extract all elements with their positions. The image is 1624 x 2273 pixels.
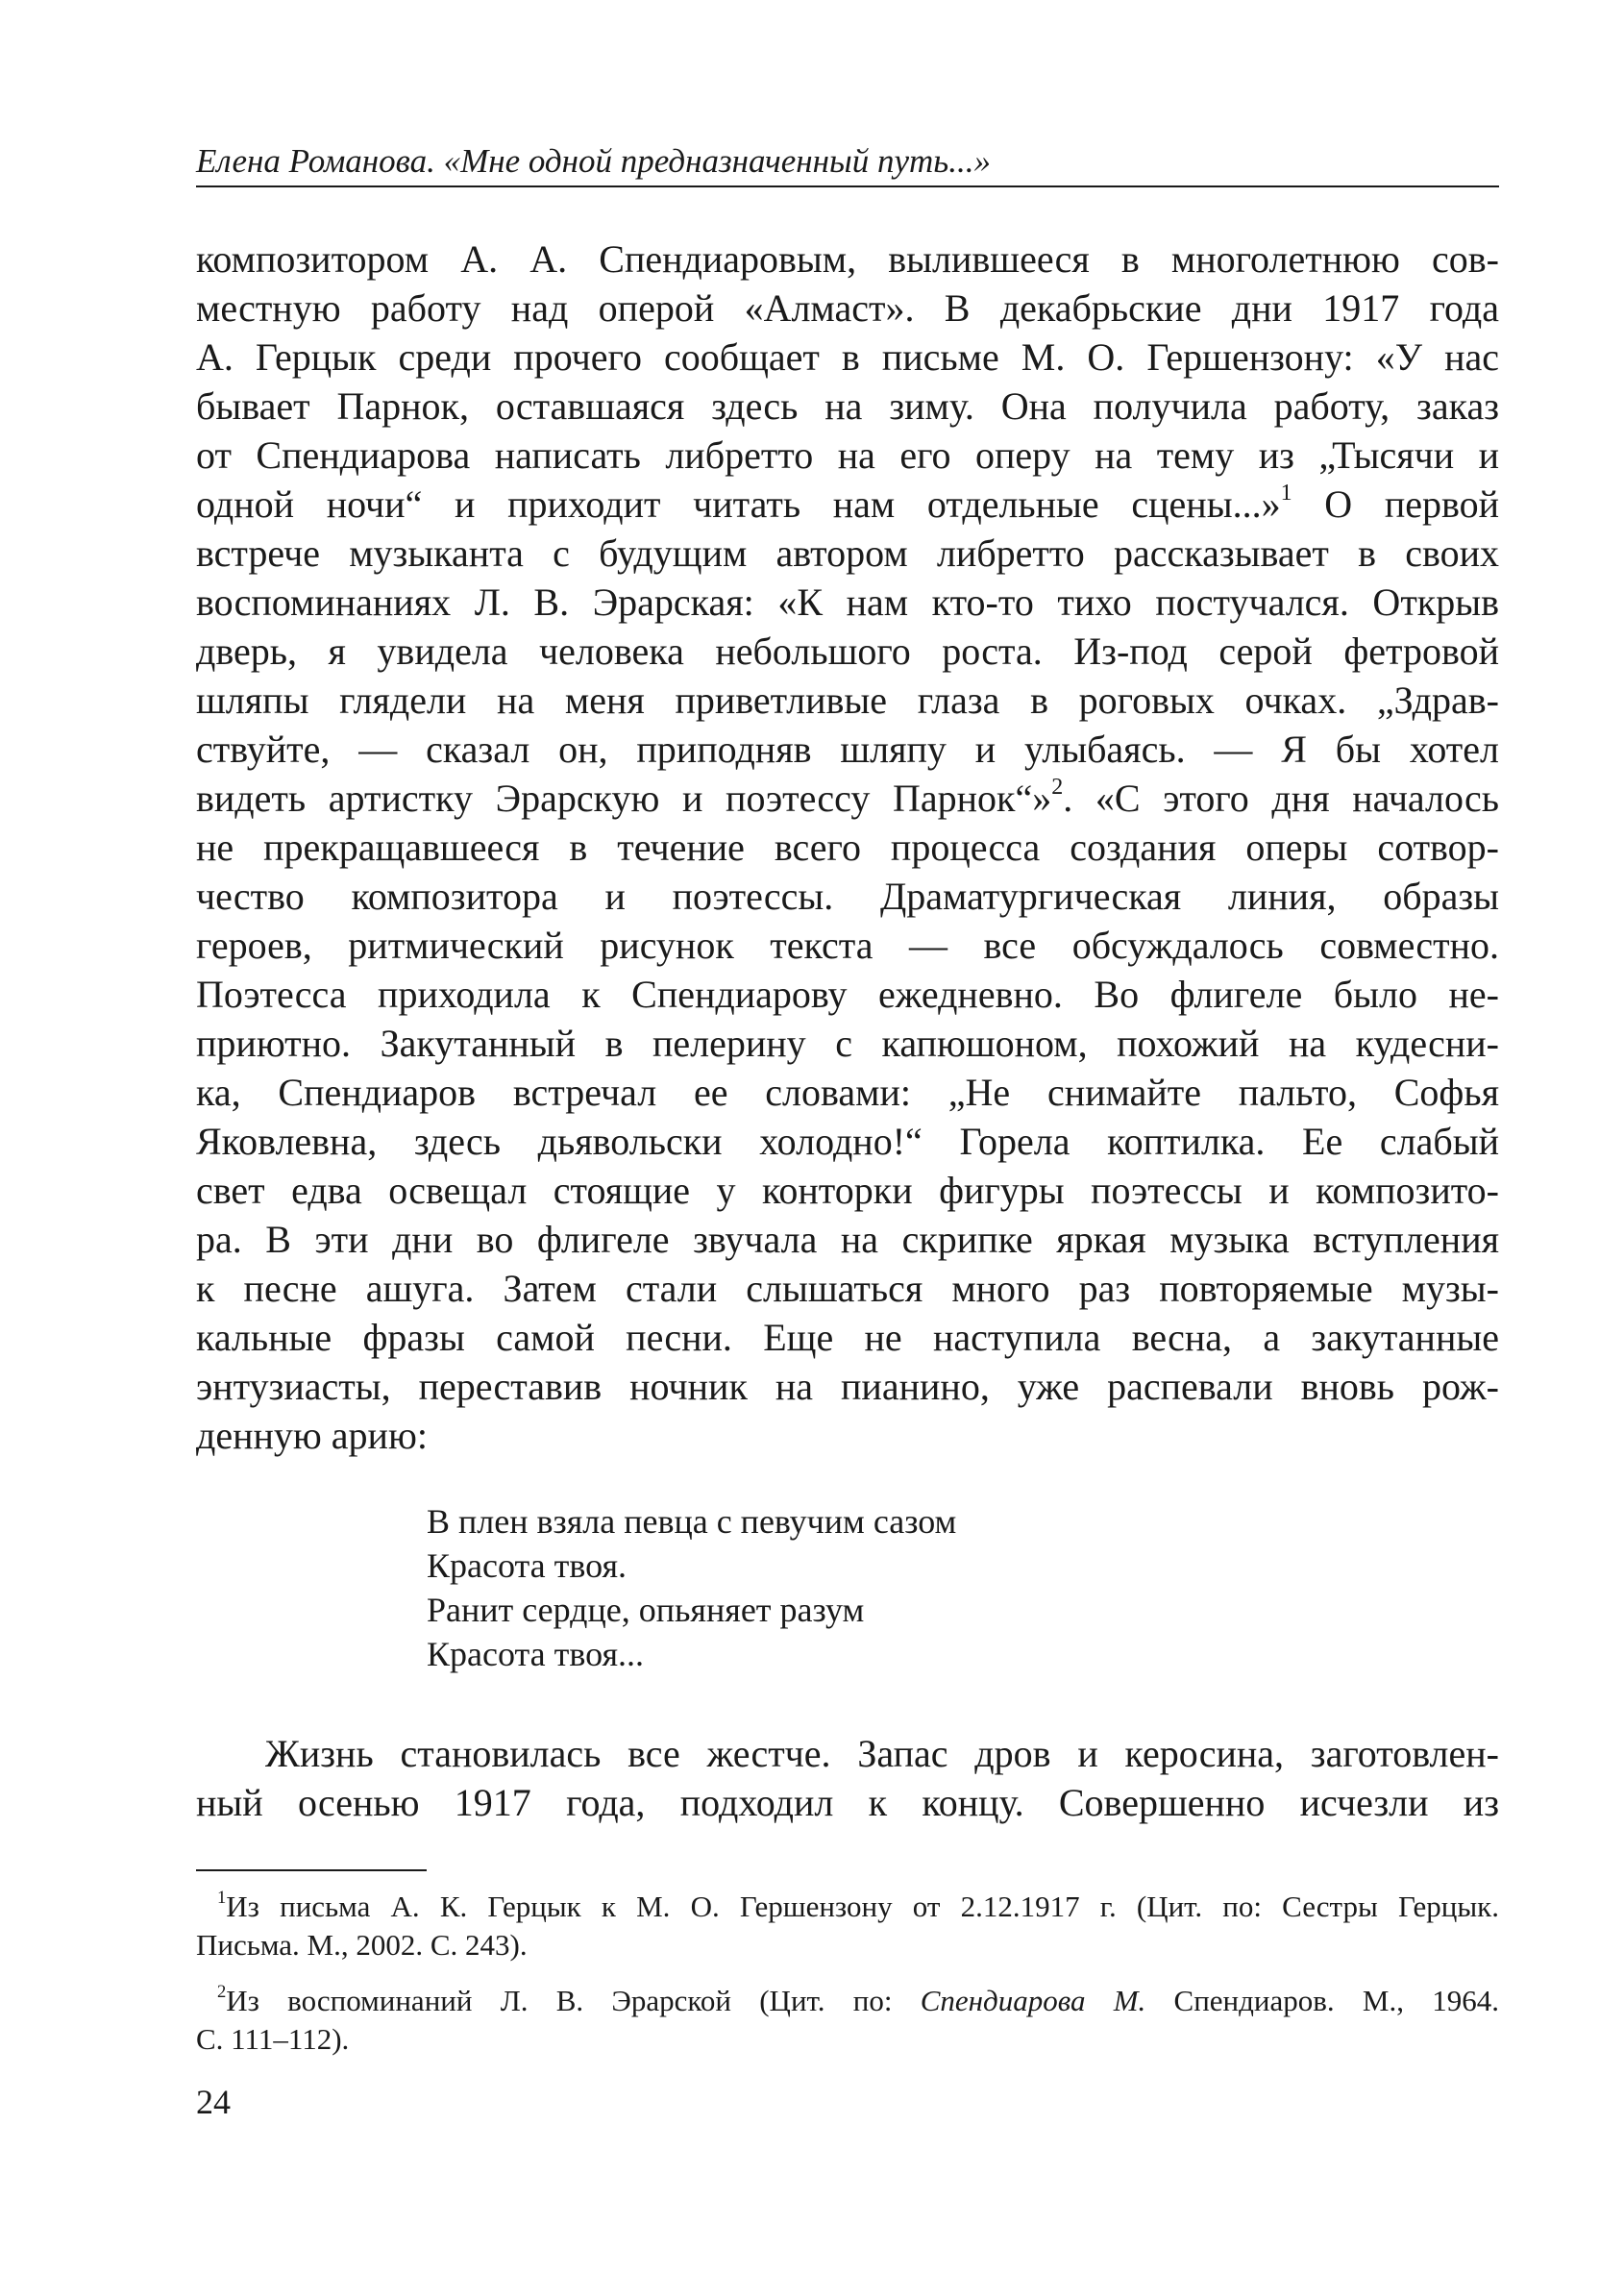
- footnote-ref-1[interactable]: 1: [1280, 481, 1292, 506]
- poem-line: Ранит сердце, опьяняет разум: [427, 1591, 865, 1629]
- page-number: 24: [196, 2083, 231, 2121]
- main-paragraph: [196, 235, 1499, 1460]
- text-line: ный осенью 1917 года, подходил к концу. Совершенно исчезли из: [196, 1781, 1499, 1824]
- text-line: не прекращавшееся в течение всего процесса создания оперы сотвор-: [196, 826, 1499, 869]
- text-segment: О первой: [1292, 482, 1499, 526]
- text-line: от Спендиарова написать либретто на его оперу на тему из „Тысячи и: [196, 433, 1499, 477]
- text-line: свет едва освещал стоящие у конторки фигуры поэтессы и композито-: [196, 1169, 1499, 1212]
- text-line: ствуйте, — сказал он, приподняв шляпу и улыбаясь. — Я бы хотел: [196, 728, 1499, 771]
- text-line: кальные фразы самой песни. Еще не наступила весна, а закутанные: [196, 1316, 1499, 1359]
- text-line: героев, ритмический рисунок текста — все обсуждалось совместно.: [196, 924, 1499, 967]
- text-line: ра. В эти дни во флигеле звучала на скрипке яркая музыка вступления: [196, 1218, 1499, 1261]
- footnote-text: Спендиаров. М., 1964.: [1145, 1984, 1499, 2017]
- footnote-marker-1: 1: [217, 1888, 227, 1909]
- footnote-ref-2[interactable]: 2: [1051, 775, 1064, 800]
- text-line: денную арию:: [196, 1414, 428, 1457]
- poem-quote: [427, 1499, 956, 1676]
- text-line: чество композитора и поэтессы. Драматургическая линия, образы: [196, 875, 1499, 918]
- text-line-with-note: [196, 480, 1499, 529]
- running-head: Елена Романова. «Мне одной предназначенный путь...»: [196, 142, 991, 180]
- header-rule: [196, 185, 1499, 187]
- footnote-text: Из воспоминаний Л. В. Эрарской (Цит. по:: [226, 1984, 921, 2017]
- text-line: бывает Парнок, оставшаяся здесь на зиму. Она получила работу, заказ: [196, 384, 1499, 428]
- text-line: ка, Спендиаров встречал ее словами: „Не снимайте пальто, Софья: [196, 1071, 1499, 1114]
- text-line: местную работу над оперой «Алмаст». В декабрьские дни 1917 года: [196, 286, 1499, 330]
- text-line: Поэтесса приходила к Спендиарову ежедневно. Во флигеле было не-: [196, 973, 1499, 1016]
- footnote-1: [196, 1888, 1499, 1964]
- text-line: Яковлевна, здесь дьявольски холодно!“ Горела коптилка. Ее слабый: [196, 1120, 1499, 1163]
- text-line: А. Герцык среди прочего сообщает в письме М. О. Гершензону: «У нас: [196, 335, 1499, 379]
- footnote-line: С. 111–112).: [196, 2022, 350, 2056]
- poem-line: Красота твоя...: [427, 1635, 645, 1673]
- footnotes: [196, 1888, 1499, 2059]
- text-line: композитором А. А. Спендиаровым, вылившееся в многолетнюю сов-: [196, 237, 1499, 281]
- poem-line: В плен взяла певца с певучим сазом: [427, 1502, 957, 1541]
- footnote-text: Из письма А. К. Герцык к М. О. Гершензону от 2.12.1917 г. (Цит. по: Сестры Герцык.: [226, 1890, 1499, 1923]
- footnote-line: [196, 1888, 1499, 1926]
- footnote-marker-2: 2: [217, 1982, 227, 2003]
- text-line-with-note: [196, 774, 1499, 823]
- footnote-author: Спендиарова М.: [920, 1984, 1146, 2017]
- footnote-line: [196, 1982, 1499, 2020]
- footnote-rule: [196, 1869, 427, 1871]
- text-line: Жизнь становилась все жестче. Запас дров и керосина, заготовлен-: [265, 1732, 1499, 1775]
- text-line: к песне ашуга. Затем стали слышаться много раз повторяемые музы-: [196, 1267, 1499, 1310]
- text-line: шляпы глядели на меня приветливые глаза в роговых очках. „Здрав-: [196, 679, 1499, 722]
- footnote-line: Письма. М., 2002. С. 243).: [196, 1928, 528, 1962]
- text-line: воспоминаниях Л. В. Эрарская: «К нам кто-то тихо постучался. Открыв: [196, 581, 1499, 624]
- text-segment: видеть артистку Эрарскую и поэтессу Парнок“»: [196, 777, 1052, 820]
- footnote-2: [196, 1982, 1499, 2059]
- text-line: встрече музыканта с будущим автором либретто рассказывает в своих: [196, 531, 1499, 575]
- text-segment: . «С этого дня началось: [1063, 777, 1499, 820]
- text-segment: одной ночи“ и приходит читать нам отдельные сцены...»: [196, 482, 1281, 526]
- poem-line: Красота твоя.: [427, 1546, 627, 1585]
- text-line: приютно. Закутанный в пелерину с капюшоном, похожий на кудесни-: [196, 1022, 1499, 1065]
- text-line: энтузиасты, переставив ночник на пианино, уже распевали вновь рож-: [196, 1365, 1499, 1408]
- text-line: дверь, я увидела человека небольшого роста. Из-под серой фетровой: [196, 630, 1499, 673]
- second-paragraph: [196, 1729, 1499, 1827]
